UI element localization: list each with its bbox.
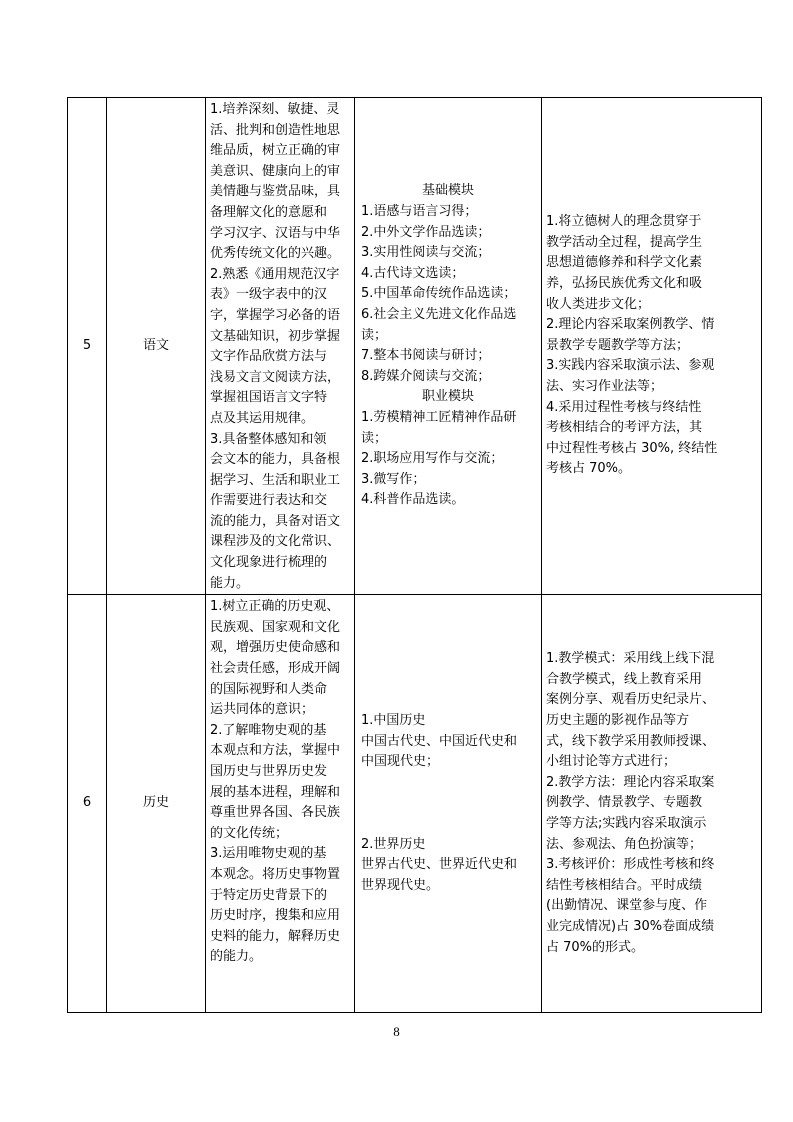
module-line: 6.社会主义先进文化作品选 <box>361 306 517 322</box>
course-name: 语文 <box>107 98 206 595</box>
objective-line: 1.培养深刻、敏捷、灵 <box>210 102 340 117</box>
requirement-line: 式，线下教学采用教师授课、 <box>546 733 716 749</box>
objective-line: 表》一级字表中的汉 <box>210 287 328 303</box>
objective-line: 备理解文化的意愿和 <box>210 204 328 220</box>
module-line <box>361 773 535 794</box>
objective-line: 掌握祖国语言文字特 <box>210 390 328 406</box>
requirement-line: 占 70%的形式。 <box>546 939 645 955</box>
requirement-line: 养，弘扬民族优秀文化和吸 <box>546 276 703 292</box>
module-line: 2.世界历史 <box>361 836 426 852</box>
objective-line: 3.具备整体感知和领 <box>210 431 327 447</box>
course-modules <box>355 181 541 511</box>
requirement-line: 1.将立德树人的理念贯穿于 <box>546 214 702 230</box>
objective-line: 点及其运用规律。 <box>210 410 315 426</box>
teaching-requirements-cell <box>542 595 762 1013</box>
curriculum-table <box>67 97 762 1013</box>
objective-line: 尊重世界各国、各民族 <box>210 805 341 821</box>
objective-line: 会文本的能力，具备根 <box>210 452 341 468</box>
course-objectives <box>206 595 354 1012</box>
course-modules-cell <box>355 595 542 1013</box>
objective-line: 历史时序，搜集和应用 <box>210 908 341 924</box>
module-line: 读； <box>361 430 388 446</box>
course-objectives-cell <box>206 98 355 595</box>
module-line: 世界古代史、世界近代史和 <box>361 857 518 873</box>
objective-line: 作需要进行表达和交 <box>210 493 328 509</box>
objective-line: 2.熟悉《通用规范汉字 <box>210 266 340 282</box>
objective-line: 国历史与世界历史发 <box>210 764 328 779</box>
teaching-requirements <box>542 649 761 958</box>
objective-line: 维品质，树立正确的审 <box>210 143 341 159</box>
page-number: 8 <box>393 1024 400 1039</box>
module-line: 中国古代史、中国近代史和 <box>361 733 518 749</box>
objective-line: 本观念。将历史事物置 <box>210 866 341 882</box>
requirement-line: 结性考核相结合。平时成绩 <box>546 877 703 893</box>
row-number: 5 <box>68 98 107 595</box>
module-line: 世界现代史。 <box>361 877 440 893</box>
objective-line: 能力。 <box>210 575 250 591</box>
objective-line: 2.了解唯物史观的基 <box>210 722 327 738</box>
objective-line: 字，掌握学习必备的语 <box>210 307 341 323</box>
objective-line: 3.运用唯物史观的基 <box>210 846 327 862</box>
requirement-line: 业完成情况)占 30%卷面成绩 <box>546 919 715 935</box>
objective-line: 史料的能力，解释历史 <box>210 928 341 944</box>
module-line: 1.中国历史 <box>361 713 426 729</box>
objective-line: 活、批判和创造性地思 <box>210 122 341 138</box>
requirement-line: 中过程性考核占 30%, 终结性 <box>546 440 718 456</box>
objective-line: 本观点和方法，掌握中 <box>210 743 341 759</box>
objective-line: 浅易文言文阅读方法， <box>210 369 341 385</box>
teaching-requirements <box>542 212 761 480</box>
requirement-line: 4.采用过程性考核与终结性 <box>546 399 702 415</box>
objective-line: 学习汉字、汉语与中华 <box>210 225 341 241</box>
module-line: 读； <box>361 327 388 343</box>
objective-line: 课程涉及的文化常识、 <box>210 534 341 550</box>
requirement-line: 3.实践内容采取演示法、参观 <box>546 358 715 374</box>
requirement-line: (出勤情况、课堂参与度、作 <box>546 898 708 914</box>
row-number: 6 <box>68 595 107 1013</box>
requirement-line: 3.考核评价：形成性考核和终 <box>546 857 715 873</box>
module-heading: 基础模块 <box>421 183 474 199</box>
table-row <box>68 595 762 1013</box>
requirement-line: 历史主题的影视作品等方 <box>546 713 690 729</box>
requirement-line: 合教学模式，线上教育采用 <box>546 671 703 687</box>
objective-line: 的文化传统； <box>210 825 289 841</box>
objective-line: 观，增强历史使命感和 <box>210 640 341 656</box>
requirement-line: 学等方法;实践内容采取演示 <box>546 816 707 832</box>
course-modules-cell <box>355 98 542 595</box>
objective-line: 据学习、生活和职业工 <box>210 472 341 488</box>
course-objectives-cell <box>206 595 355 1013</box>
objective-line: 优秀传统文化的兴趣。 <box>210 246 341 262</box>
teaching-requirements-cell <box>542 98 762 595</box>
module-line: 中国现代史； <box>361 754 440 770</box>
requirement-line: 考核相结合的考评方法，其 <box>546 420 703 436</box>
requirement-line: 教学活动全过程，提高学生 <box>546 234 703 250</box>
module-line: 4.科普作品选读。 <box>361 492 465 508</box>
objective-line: 1.树立正确的历史观、 <box>210 599 340 615</box>
requirement-line: 1.教学模式：采用线上线下混 <box>546 651 715 667</box>
requirement-line: 法、实习作业法等； <box>546 379 664 395</box>
objective-line: 的能力。 <box>210 949 263 965</box>
requirement-line: 2.教学方法：理论内容采取案 <box>546 774 715 790</box>
objective-line: 社会责任感，形成开阔 <box>210 661 341 677</box>
objective-line: 的国际视野和人类命 <box>210 681 328 697</box>
requirement-line: 景教学专题教学等方法； <box>546 337 690 353</box>
module-heading: 职业模块 <box>421 389 474 405</box>
objective-line: 流的能力，具备对语文 <box>210 513 341 529</box>
course-name: 历史 <box>107 595 206 1013</box>
requirement-line: 小组讨论等方式进行； <box>546 754 677 770</box>
objective-line: 展的基本进程，理解和 <box>210 784 341 800</box>
module-line: 2.中外文学作品选读； <box>361 224 491 240</box>
module-line: 2.职场应用写作与交流； <box>361 451 504 467</box>
requirement-line: 收人类进步文化； <box>546 296 651 312</box>
module-line: 4.古代诗文选读； <box>361 265 465 281</box>
module-line: 3.微写作； <box>361 471 426 487</box>
module-line: 7.整本书阅读与研讨； <box>361 348 491 364</box>
objective-line: 美意识、健康向上的审 <box>210 163 341 179</box>
module-line: 1.语感与语言习得； <box>361 203 478 219</box>
module-line: 8.跨媒介阅读与交流； <box>361 368 491 384</box>
requirement-line: 思想道德修养和科学文化素 <box>546 255 703 271</box>
requirement-line: 法、参观法、角色扮演等； <box>546 836 703 852</box>
requirement-line: 考核占 70%。 <box>546 461 632 477</box>
requirement-line: 例教学、情景教学、专题教 <box>546 795 703 811</box>
objective-line: 文基础知识，初步掌握 <box>210 328 341 344</box>
course-modules <box>355 711 541 896</box>
module-line <box>361 793 535 814</box>
objective-line: 美情趣与鉴赏品味，具 <box>210 184 341 200</box>
objective-line: 文字作品欣赏方法与 <box>210 349 328 365</box>
requirement-line: 2.理论内容采取案例教学、情 <box>546 317 715 333</box>
module-line: 3.实用性阅读与交流； <box>361 245 491 261</box>
module-line <box>361 814 535 835</box>
table-row <box>68 98 762 595</box>
objective-line: 于特定历史背景下的 <box>210 887 328 903</box>
module-line: 1.劳模精神工匠精神作品研 <box>361 409 517 425</box>
objective-line: 民族观、国家观和文化 <box>210 619 341 635</box>
objective-line: 文化现象进行梳理的 <box>210 555 328 571</box>
objective-line: 运共同体的意识； <box>210 702 315 718</box>
requirement-line: 案例分享、观看历史纪录片、 <box>546 692 716 708</box>
module-line: 5.中国革命传统作品选读； <box>361 286 517 302</box>
course-objectives <box>206 98 354 594</box>
